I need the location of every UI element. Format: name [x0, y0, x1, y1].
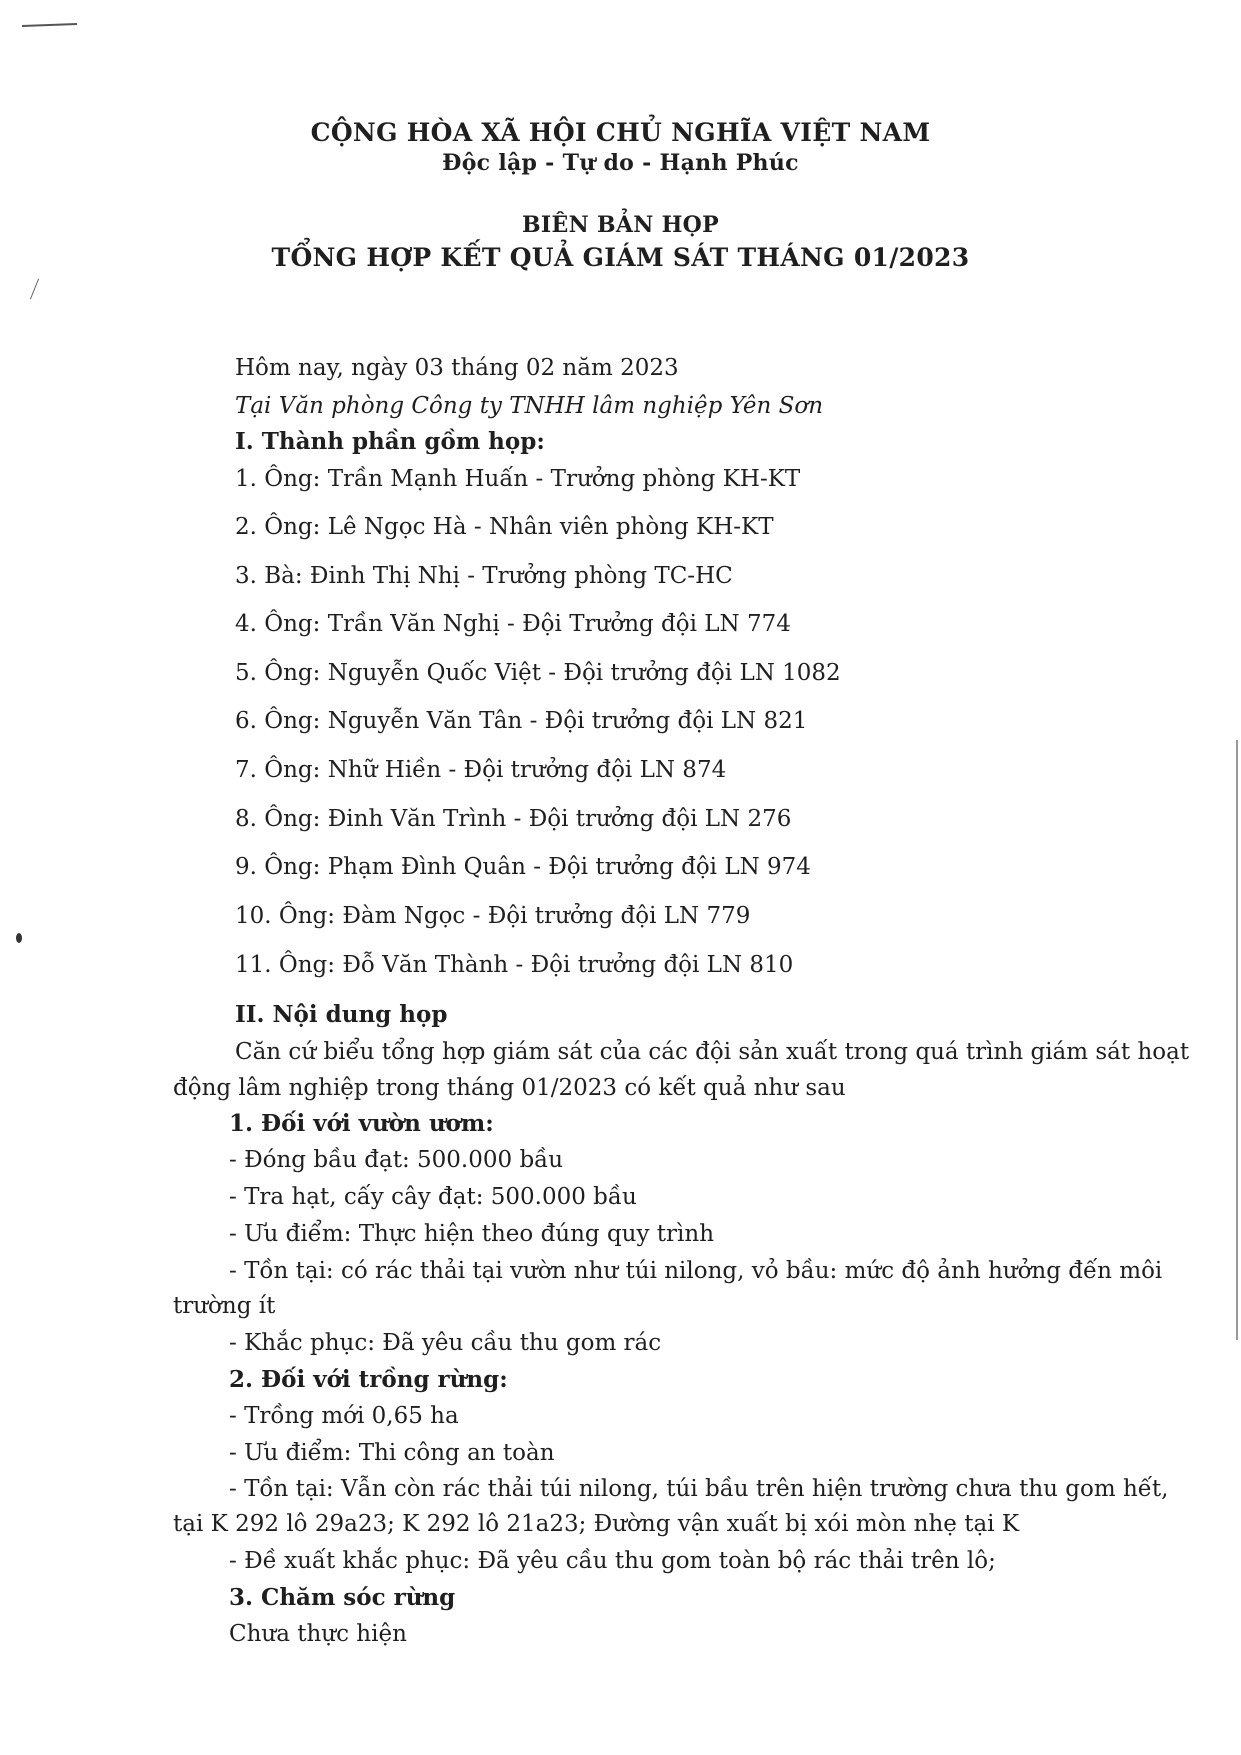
scan-edge	[1236, 740, 1238, 1340]
member-item: 9. Ông: Phạm Đình Quân - Đội trưởng đội LN 974	[235, 854, 811, 880]
nursery-line: - Khắc phục: Đã yêu cầu thu gom rác	[229, 1330, 662, 1356]
scan-dot	[16, 933, 22, 943]
member-item: 2. Ông: Lê Ngọc Hà - Nhân viên phòng KH-KT	[235, 514, 774, 540]
member-item: 11. Ông: Đỗ Văn Thành - Đội trưởng đội LN 810	[235, 952, 794, 978]
meeting-date: Hôm nay, ngày 03 tháng 02 năm 2023	[235, 355, 679, 381]
care-line: Chưa thực hiện	[229, 1621, 407, 1647]
member-item: 4. Ông: Trần Văn Nghị - Đội Trưởng đội LN 774	[235, 611, 791, 637]
planting-line: - Đề xuất khắc phục: Đã yêu cầu thu gom toàn bộ rác thải trên lô;	[229, 1548, 996, 1574]
member-item: 5. Ông: Nguyễn Quốc Việt - Đội trưởng đội LN 1082	[235, 660, 841, 686]
section1-heading: I. Thành phần gồm họp:	[235, 428, 545, 455]
section2-heading: II. Nội dung họp	[235, 1001, 448, 1028]
meeting-place: Tại Văn phòng Công ty TNHH lâm nghiệp Yên Sơn	[235, 393, 824, 419]
nursery-heading: 1. Đối với vườn ươm:	[229, 1110, 494, 1137]
member-item: 10. Ông: Đàm Ngọc - Đội trưởng đội LN 779	[235, 903, 751, 929]
member-item: 1. Ông: Trần Mạnh Huấn - Trưởng phòng KH-KT	[235, 466, 801, 492]
nursery-line: - Ưu điểm: Thực hiện theo đúng quy trình	[229, 1221, 715, 1247]
motto: Độc lập - Tự do - Hạnh Phúc	[442, 150, 799, 176]
nation-header: CỘNG HÒA XÃ HỘI CHỦ NGHĨA VIỆT NAM	[310, 118, 931, 147]
scan-mark	[22, 23, 77, 27]
member-item: 6. Ông: Nguyễn Văn Tân - Đội trưởng đội LN 821	[235, 708, 808, 734]
nursery-line: - Tồn tại: có rác thải tại vườn như túi nilong, vỏ bầu: mức độ ảnh hưởng đến môi	[229, 1258, 1163, 1284]
section2-intro: động lâm nghiệp trong tháng 01/2023 có kết quả như sau	[173, 1075, 846, 1101]
care-heading: 3. Chăm sóc rừng	[229, 1584, 456, 1611]
member-item: 8. Ông: Đinh Văn Trình - Đội trưởng đội LN 276	[235, 806, 792, 832]
member-item: 7. Ông: Nhữ Hiền - Đội trưởng đội LN 874	[235, 757, 727, 783]
doc-title: BIÊN BẢN HỌP	[522, 212, 719, 238]
nursery-line: - Đóng bầu đạt: 500.000 bầu	[229, 1147, 564, 1173]
planting-line: - Trồng mới 0,65 ha	[229, 1403, 459, 1429]
doc-subtitle: TỔNG HỢP KẾT QUẢ GIÁM SÁT THÁNG 01/2023	[271, 243, 970, 272]
nursery-line: trường ít	[173, 1293, 276, 1319]
planting-line: - Tồn tại: Vẫn còn rác thải túi nilong, túi bầu trên hiện trường chưa thu gom hết,	[229, 1476, 1169, 1502]
scan-mark	[30, 279, 39, 300]
section2-intro: Căn cứ biểu tổng hợp giám sát của các đội sản xuất trong quá trình giám sát hoạt	[235, 1039, 1190, 1065]
nursery-line: - Tra hạt, cấy cây đạt: 500.000 bầu	[229, 1184, 637, 1210]
planting-line: tại K 292 lô 29a23; K 292 lô 21a23; Đường vận xuất bị xói mòn nhẹ tại K	[173, 1511, 1020, 1537]
planting-heading: 2. Đối với trồng rừng:	[229, 1366, 508, 1393]
member-item: 3. Bà: Đinh Thị Nhị - Trưởng phòng TC-HC	[235, 563, 733, 589]
planting-line: - Ưu điểm: Thi công an toàn	[229, 1440, 555, 1466]
